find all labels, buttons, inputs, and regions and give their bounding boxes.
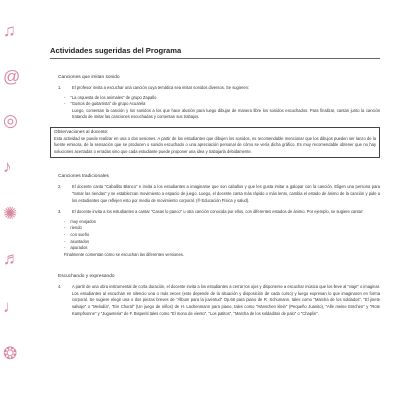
activity-item <box>50 209 380 216</box>
section-heading: Escuchando y expresando <box>58 274 115 280</box>
list-item: - muy enojados <box>72 219 380 226</box>
list-item: - asustados <box>72 239 380 246</box>
music-note-icon: ♬ <box>3 249 20 268</box>
drum-icon: ◎ <box>3 111 18 130</box>
list-item: - "Gustos de guitarrista" de grupo Acuarela <box>72 101 380 108</box>
decorative-margin <box>0 0 30 400</box>
bell-icon: ♪ <box>3 157 12 176</box>
activity-item <box>50 85 380 92</box>
item-followup: Finalmente comentan cómo se escuchan las diferentes versiones. <box>64 251 184 257</box>
section-heading: Canciones tradicionales <box>58 174 109 180</box>
item-followup: Luego, comentan la canción y los sonidos a los que hace alusión para luego dibujar de manera libre los sonidos escuchados. Para finalizar, cantan junto la canción tratando de imitar las canciones escuchadas y comentan sus trabajos. <box>72 107 380 120</box>
item-text: El profesor invita a escuchar una canción cuya temática sea imitar sonidos diversos. Se sugieren: <box>72 85 250 90</box>
item-number: 2. <box>58 184 62 190</box>
item-number: 1. <box>58 85 62 90</box>
music-note-icon: ♫ <box>3 21 16 40</box>
teacher-note-box <box>50 127 380 158</box>
list-item: - riendo <box>72 225 380 232</box>
document-body <box>50 46 380 320</box>
activity-item <box>50 284 380 317</box>
item-text: El docente canta "Caballito Blanco" e invita a los estudiantes a imaginarse que son caballos y que les gusta imitar a galopar con la canción. Eligen una persona para "tomar las riendas" y se establezcan movimiento a espacio de juego. Luego, el docente canta más rápido o más lento, cambia el estado de ánimo de la canción y pide a los estudiantes que reflejen esto por medio de movimiento corporal. (® Educación Física y salud). <box>72 184 380 203</box>
page-title: Actividades sugeridas del Programa <box>50 46 182 55</box>
bullet-list <box>50 219 380 252</box>
spiral-icon: @ <box>3 67 21 86</box>
note-text: Esta actividad se puede realizar en una o dos sesiones. A partir de los estudiantes que dibujen los sonidos, es recomendable mencionar que los dibujos pueden ser lanzo de la fuente emisora, de la sensación que se producen o sonido escuchado o una apreciación personal de cómo se vería dicha gráfico. Es muy recomendable obtener que no hay soluciones acertadas o erradas sino que cada estudiante puede proponer una idea y trabajarla debidamente. <box>54 135 376 154</box>
tambourine-icon: ✺ <box>3 204 18 223</box>
item-text: A partir de una obra instrumental de corta duración, el docente invita a los estudiantes a cerrar los ojos y disponerse a escuchar música que los lleve al "viaje" o imaginar. Los estudiantes al escuchan en silencio una o más veces (esto depende de la situación y disposición de cada curso) y luego expresan lo que imaginaron en forma corporal. Se sugiere elegir una o dos piezas breves de "Álbum para la juventud" Op.68 para piano de R. Schumann, tales como "Marcha de los soldados", "El jinete salvaje" o "Melodía", "Ein Choral" (Un juego de niños) de H. Lachenmann para piano, tales como "Hänschen klein" (Pequeño Juanito), "Alle meine Entchen" y "Rote Kampfsonne" y "Jugueteria" de F. Bisperiti tales como "El mono de viento", "Los patitos", "Marcha de los soldaditos de palo" o "Chaplin". <box>72 284 380 316</box>
list-item: - "La orquesta de los animales" de grupo Zapallo <box>72 95 380 102</box>
bell-icon: ♩ <box>3 297 20 316</box>
bullet-list <box>50 95 380 108</box>
note-title: Observaciones al docente: <box>54 128 109 134</box>
list-item: - apurados <box>72 245 380 252</box>
activity-item <box>50 184 380 204</box>
title-rule <box>50 58 380 59</box>
item-number: 3. <box>58 209 62 215</box>
item-text: El docente invita a los estudiantes a cantar "Casas lo panco" u otra canción conocida por ellos, con diferentes estados de ánimo. Por ejemplo, se sugiere cantar: <box>72 209 364 215</box>
list-item: - con sueño <box>72 232 380 239</box>
item-number: 4. <box>58 284 62 290</box>
section-heading: Canciones que imitan sonido <box>58 75 120 80</box>
tambourine-icon: ❂ <box>3 344 18 363</box>
